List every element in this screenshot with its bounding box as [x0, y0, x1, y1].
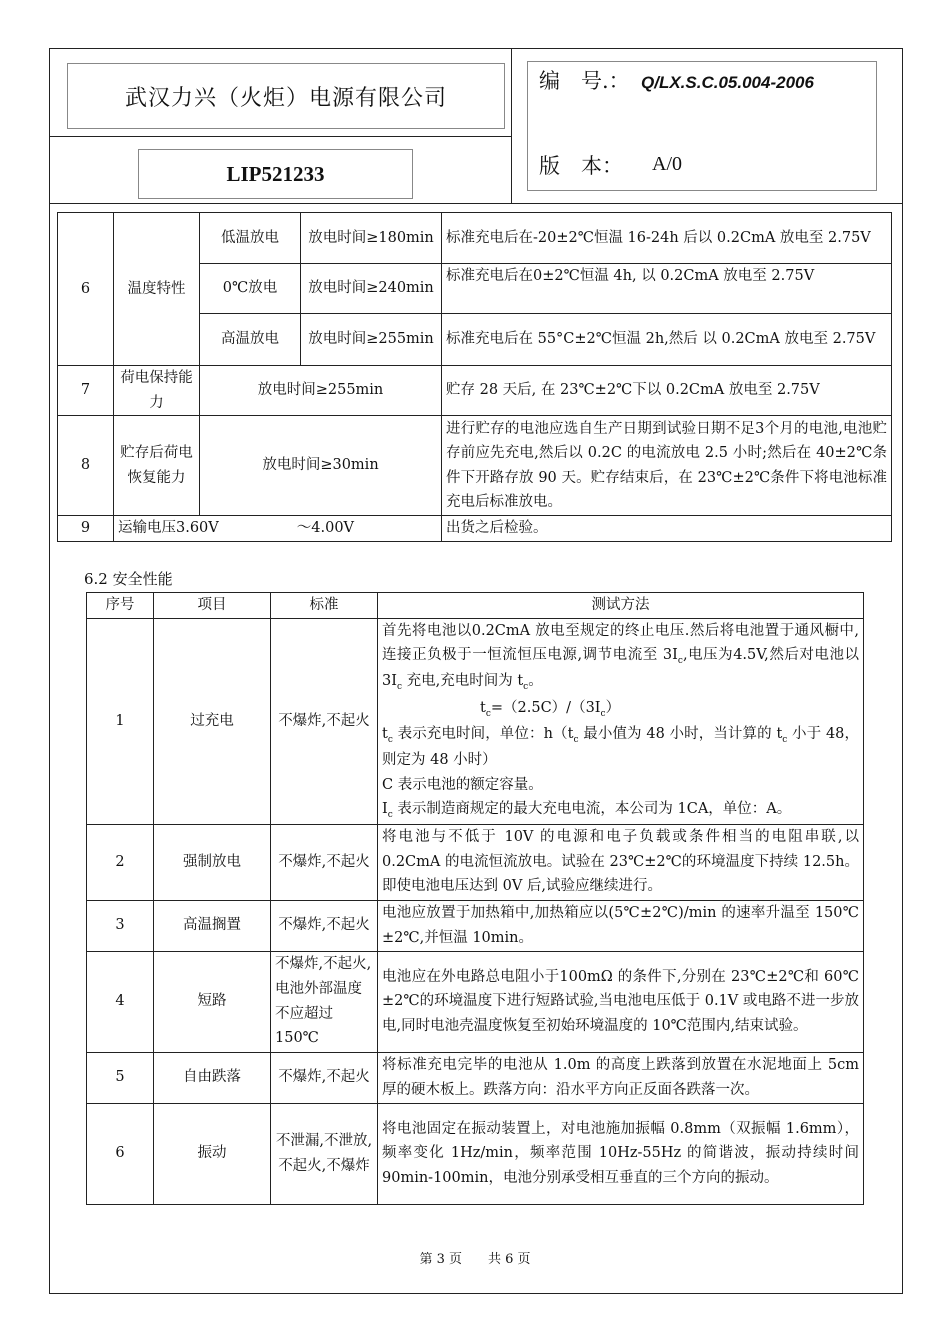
sub-item-name: 0℃放电	[200, 264, 301, 314]
table-row	[58, 416, 892, 516]
item-name: 短路	[154, 951, 271, 1052]
test-method: 进行贮存的电池应选自生产日期到试验日期不足3个月的电池,电池贮存前应先充电,然后以 0.2C 的电流放电 2.5 小时;然后在 40±2℃条件下开路存放 90 天。贮存结束后，在 23℃±2℃条件下将电池标准充电后标准放电。	[442, 416, 892, 516]
standard: 不泄漏,不泄放,不起火,不爆炸	[271, 1103, 378, 1204]
doc-number: Q/LX.S.C.05.004-2006	[641, 73, 814, 92]
standard: 放电时间≥30min	[200, 416, 442, 516]
item-name: 自由跌落	[154, 1052, 271, 1103]
divider	[49, 203, 903, 204]
table-row	[58, 366, 892, 416]
divider	[49, 136, 511, 137]
test-method: 标准充电后在 55°C±2℃恒温 2h,然后 以 0.2CmA 放电至 2.75V	[442, 314, 892, 366]
row-number: 6	[58, 213, 114, 366]
sub-item-name: 低温放电	[200, 213, 301, 264]
test-method: 电池应放置于加热箱中,加热箱应以(5℃±2℃)/min 的速率升温至 150℃±2℃,并恒温 10min。	[378, 900, 864, 951]
row-number: 7	[58, 366, 114, 416]
test-method: 电池应在外电路总电阻小于100mΩ 的条件下,分别在 23℃±2℃和 60℃±2℃的环境温度下进行短路试验,当电池电压低于 0.1V 或电路不进一步放电,同时电池壳温度恢复至初始环境温度的 10℃范围内,结束试验。	[378, 951, 864, 1052]
standard: 放电时间≥240min	[301, 264, 442, 314]
page-footer: 第 3 页 共 6 页	[419, 1252, 531, 1267]
section-title: 6.2 安全性能	[84, 570, 173, 588]
test-method	[378, 618, 864, 824]
table-row	[87, 618, 864, 824]
table-row	[58, 516, 892, 542]
performance-table	[57, 212, 892, 542]
standard: 不爆炸,不起火	[271, 900, 378, 951]
test-method: 贮存 28 天后, 在 23℃±2℃下以 0.2CmA 放电至 2.75V	[442, 366, 892, 416]
column-header: 项目	[154, 593, 271, 619]
divider	[511, 48, 512, 203]
table-row	[87, 1103, 864, 1204]
item-name: 过充电	[154, 618, 271, 824]
item-name: 温度特性	[114, 213, 200, 366]
method-paragraph: $I_c$ 表示制造商规定的最大充电电流，本公司为 1CA，单位：A。	[382, 801, 792, 821]
method-paragraph: 首先将电池以0.2CmA 放电至规定的终止电压.然后将电池置于通风橱中, 连接正负极于一恒流恒压电源,调节电流至 $3I_c$,电压为4.5V,然后对电池以 $3I_c$ 充电,充电时间为 $t_c$。	[382, 622, 860, 693]
item-name: 强制放电	[154, 824, 271, 900]
standard: 不爆炸,不起火	[271, 618, 378, 824]
item-name: 荷电保持能力	[114, 366, 200, 416]
item-name: 贮存后荷电恢复能力	[114, 416, 200, 516]
table-row	[87, 824, 864, 900]
table-header-row	[87, 593, 864, 619]
version-label: 版 本：	[539, 154, 623, 178]
doc-number-label: 编 号.：	[539, 69, 630, 93]
table-row	[87, 951, 864, 1052]
company-name: 武汉力兴（火炬）电源有限公司	[67, 63, 505, 129]
standard	[114, 516, 442, 542]
row-number: 9	[58, 516, 114, 542]
standard: 不爆炸,不起火,电池外部温度不应超过 150℃	[271, 951, 378, 1052]
test-method: 将电池与不低于 10V 的电源和电子负载或条件相当的电阻串联,以 0.2CmA 的电流恒流放电。试验在 23℃±2℃的环境温度下持续 12.5h。即使电池电压达到 0V 后,试验应继续进行。	[378, 824, 864, 900]
row-number: 6	[87, 1103, 154, 1204]
row-number: 3	[87, 900, 154, 951]
test-method: 出货之后检验。	[442, 516, 892, 542]
row-number: 8	[58, 416, 114, 516]
item-name: 高温搁置	[154, 900, 271, 951]
method-paragraph: $t_c$ 表示充电时间，单位：$h(t_c$ 最小值为 48 小时，当计算的 $t_c$ 小于 48，则定为 48 小时）	[382, 725, 860, 769]
item-name: 振动	[154, 1103, 271, 1204]
row-number: 4	[87, 951, 154, 1052]
test-method: 将标准充电完毕的电池从 1.0m 的高度上跌落到放置在水泥地面上 5cm 厚的硬木板上。跌落方向：沿水平方向正反面各跌落一次。	[378, 1052, 864, 1103]
column-header: 标准	[271, 593, 378, 619]
test-method: 标准充电后在-20±2℃恒温 16-24h 后以 0.2CmA 放电至 2.75V	[442, 213, 892, 264]
formula: $t_c=(2.5C)/(3I_c)$	[480, 699, 621, 719]
row-number: 5	[87, 1052, 154, 1103]
column-header: 序号	[87, 593, 154, 619]
standard: 放电时间≥255min	[200, 366, 442, 416]
standard: 不爆炸,不起火	[271, 1052, 378, 1103]
test-method: 标准充电后在0±2℃恒温 4h, 以 0.2CmA 放电至 2.75V	[442, 264, 892, 314]
voltage-min: 3.60V	[176, 520, 219, 537]
column-header: 测试方法	[378, 593, 864, 619]
row-number: 2	[87, 824, 154, 900]
standard: 放电时间≥255min	[301, 314, 442, 366]
standard: 不爆炸,不起火	[271, 824, 378, 900]
table-row	[58, 213, 892, 264]
row-number: 1	[87, 618, 154, 824]
voltage-max: ～4.00V	[296, 520, 355, 537]
method-paragraph: C 表示电池的额定容量。	[382, 776, 543, 793]
table-row	[87, 900, 864, 951]
item-name: 运输电压	[118, 520, 176, 537]
model-number: LIP521233	[138, 149, 413, 199]
safety-table	[86, 592, 864, 1205]
version: A/0	[652, 153, 682, 175]
table-row	[87, 1052, 864, 1103]
test-method: 将电池固定在振动装置上，对电池施加振幅 0.8mm（双振幅 1.6mm），频率变化 1Hz/min，频率范围 10Hz-55Hz 的简谐波，振动持续时间 90min-100min，电池分别承受相互垂直的三个方向的振动。	[378, 1103, 864, 1204]
sub-item-name: 高温放电	[200, 314, 301, 366]
standard: 放电时间≥180min	[301, 213, 442, 264]
